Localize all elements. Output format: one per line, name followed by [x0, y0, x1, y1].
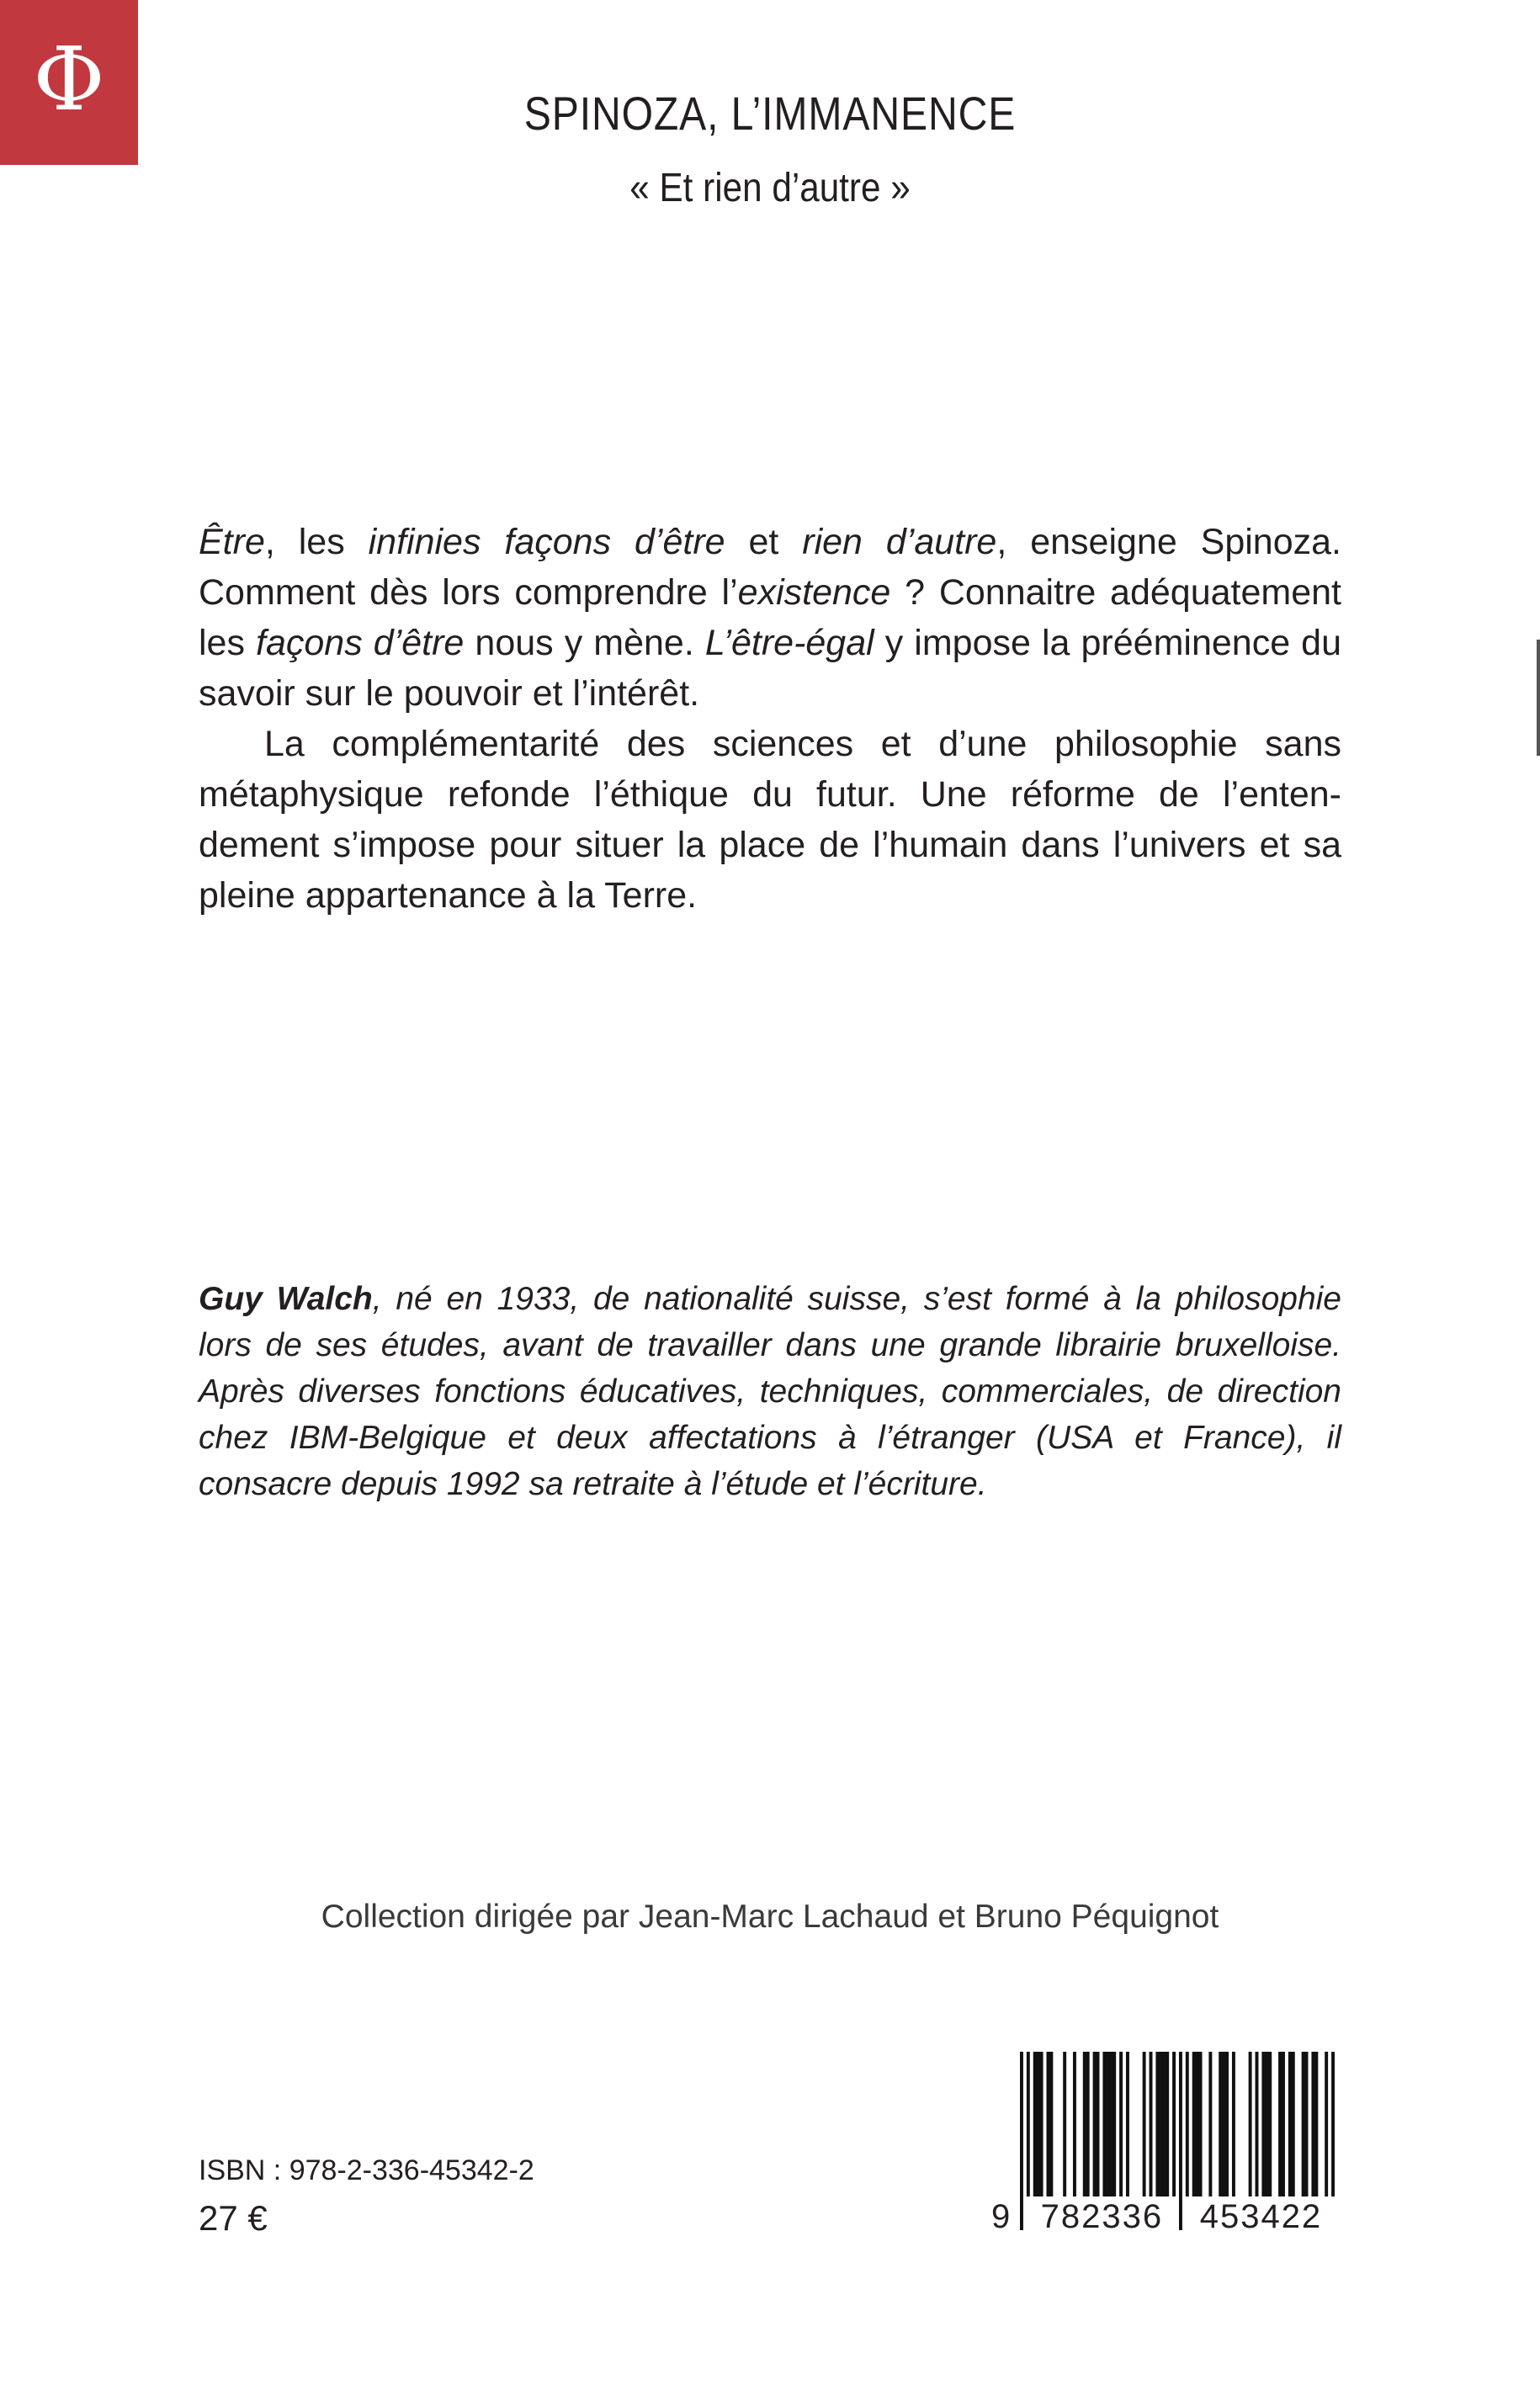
barcode-bar	[1302, 2052, 1309, 2200]
blurb-text: , enseigne Spinoza. Comment dès lors comprendre l’	[199, 522, 1341, 613]
barcode-bar	[1192, 2052, 1203, 2200]
spine-edge-mark	[1537, 640, 1540, 756]
barcode-bar	[1155, 2052, 1169, 2200]
barcode-bar	[1219, 2052, 1229, 2200]
barcode-bar	[1261, 2052, 1272, 2200]
barcode-bar	[1278, 2052, 1285, 2200]
author-bio	[199, 1276, 1341, 1507]
barcode-bar	[1102, 2052, 1116, 2200]
blurb-text: L’être-égal	[704, 623, 874, 663]
barcode-bar	[1073, 2052, 1076, 2200]
blurb-text: et	[725, 522, 803, 562]
blurb-text: ? Connaitre adéquatement les	[199, 572, 1341, 663]
blurb-text: rien d’autre	[802, 522, 997, 562]
barcode-bar	[1046, 2052, 1053, 2200]
barcode-first-digit: 9	[991, 2196, 1020, 2237]
barcode-bar	[1249, 2052, 1252, 2200]
barcode-bar	[1083, 2052, 1090, 2200]
barcode-bar	[1143, 2052, 1146, 2200]
barcode-bar	[1232, 2052, 1235, 2200]
blurb-text: nous y mène.	[464, 623, 705, 663]
barcode-bar	[1288, 2052, 1295, 2200]
barcode-bar	[1119, 2052, 1123, 2200]
author-name: Guy Walch	[199, 1281, 373, 1317]
barcode	[991, 2052, 1338, 2239]
barcode-bar	[1150, 2052, 1153, 2200]
collection-credit: Collection dirigée par Jean-Marc Lachaud et Bruno Péquignot	[321, 1899, 1219, 1935]
barcode-digits	[991, 2196, 1338, 2237]
book-title: SPINOZA, L’IMMANENCE	[523, 87, 1017, 140]
phi-icon: Φ	[33, 28, 105, 130]
price: 27 €	[199, 2198, 268, 2238]
blurb-paragraph-1	[199, 517, 1341, 719]
blurb-text: existence	[737, 572, 891, 613]
barcode-bar	[1256, 2052, 1259, 2200]
barcode-bar	[1126, 2052, 1129, 2200]
barcode-bar	[1186, 2052, 1189, 2200]
blurb-text: Être	[199, 522, 265, 562]
blurb-paragraph-2: La complémentarité des sciences et d’une philosophie sans métaphysique refonde l’éthique du futur. Une réforme de l’enten-dement s’impose pour situer la place de l’humain dans l’univers et sa pleine appartenance à la Terre.	[199, 724, 1341, 916]
blurb-text: , les	[264, 522, 369, 562]
blurb-text: façons d’être	[256, 623, 465, 663]
barcode-left-group: 782336	[1025, 2196, 1179, 2237]
barcode-bar	[1033, 2052, 1043, 2200]
book-subtitle: « Et rien d’autre »	[629, 166, 911, 210]
barcode-bar	[1311, 2052, 1318, 2200]
blurb-text: y impose la prééminence du savoir sur le pouvoir et l’intérêt.	[199, 623, 1342, 714]
barcode-right-group: 453422	[1184, 2196, 1338, 2237]
barcode-bar	[1063, 2052, 1066, 2200]
isbn: ISBN : 978-2-336-45342-2	[199, 2154, 534, 2186]
author-bio-text: , né en 1933, de nationalité suisse, s’est formé à la philosophie lors de ses études, avant de travailler dans une grande librairie bruxelloise. Après diverses fonctions éducatives, techniques, commerciales, de direction chez IBM-Belgique et deux affectations à l’étranger (USA et France), il consacre depuis 1992 sa retraite à l’étude et l’écriture.	[199, 1281, 1341, 1502]
blurb-text: infinies façons d’être	[368, 522, 725, 562]
barcode-bar	[1208, 2052, 1212, 2200]
back-cover-blurb	[199, 517, 1341, 921]
barcode-bar	[1093, 2052, 1100, 2200]
